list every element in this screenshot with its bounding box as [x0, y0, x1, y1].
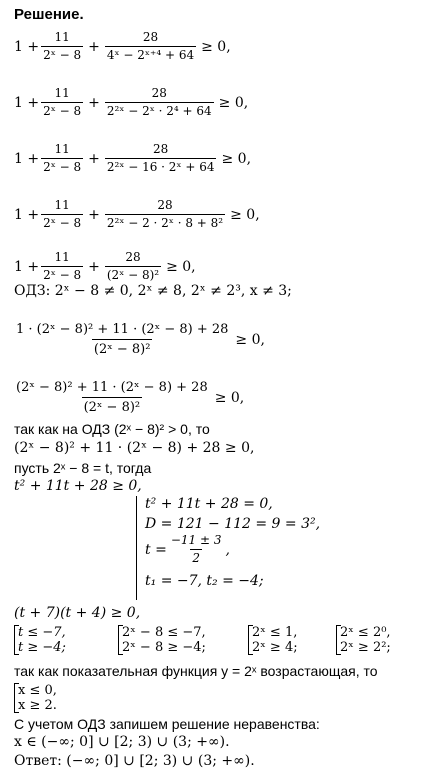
step-fraction-1-den: 2ˣ − 8	[43, 104, 82, 118]
step-fraction-2-num: 28	[153, 142, 169, 156]
roots-formula-fraction	[169, 533, 224, 566]
step-fraction-1-den: 2ˣ − 8	[43, 48, 82, 62]
roots-values: t₁ = −7, t₂ = −4;	[145, 573, 264, 589]
step-fraction-1	[41, 30, 83, 63]
combined-1-fraction	[14, 321, 230, 358]
step-1	[14, 30, 234, 63]
step-tail: ≥ 0,	[218, 94, 249, 111]
step-5	[14, 250, 199, 283]
combined-2-fraction	[14, 379, 210, 416]
step-fraction-2-num: 28	[125, 250, 141, 264]
roots-numerator: −11 ± 3	[170, 533, 222, 547]
roots-formula	[145, 533, 230, 566]
step-3	[14, 142, 254, 175]
step-fraction-2-num: 28	[157, 198, 173, 212]
set-final-b: x ≥ 2.	[18, 698, 57, 713]
step-4	[14, 198, 263, 231]
step-lead: 1 +	[14, 94, 40, 111]
odz-line: ОДЗ: 2ˣ − 8 ≠ 0, 2ˣ ≠ 8, 2ˣ ≠ 2³, x ≠ 3;	[14, 283, 292, 299]
quadratic-bracket	[136, 496, 137, 600]
step-fraction-1-num: 11	[54, 30, 70, 44]
step-fraction-1	[41, 142, 83, 175]
step-fraction-2-den: 2²ˣ − 2ˣ · 2⁴ + 64	[106, 104, 212, 118]
set-base-a: 2ˣ ≤ 2⁰,	[340, 625, 391, 640]
combined-fraction-1	[14, 321, 268, 358]
step-fraction-1	[41, 250, 83, 283]
step-tail: ≥ 0,	[201, 38, 231, 55]
combined-1-denominator: (2ˣ − 8)²	[92, 339, 153, 358]
step-fraction-2	[105, 30, 196, 63]
text-since-odz: так как на ОДЗ (2ˣ − 8)² > 0, то	[14, 421, 210, 437]
set-final-a: x ≤ 0,	[18, 683, 57, 698]
step-plus: +	[88, 258, 100, 275]
step-fraction-2-den: (2ˣ − 8)²	[106, 268, 160, 282]
roots-denominator: 2	[192, 551, 200, 565]
step-tail: ≥ 0,	[221, 150, 252, 167]
step-tail: ≥ 0,	[230, 206, 260, 223]
combined-1-numerator: 1 · (2ˣ − 8)² + 11 · (2ˣ − 8) + 28	[16, 322, 229, 337]
set-pow-b: 2ˣ ≥ 4;	[252, 640, 298, 655]
step-fraction-2	[105, 250, 161, 283]
step-plus: +	[88, 38, 100, 55]
combined-1-tail: ≥ 0,	[235, 331, 265, 348]
step-fraction-1	[41, 198, 83, 231]
factored-inequality: (t + 7)(t + 4) ≥ 0,	[14, 605, 141, 621]
set-base	[336, 624, 391, 655]
step-fraction-2	[105, 198, 225, 231]
discriminant: D = 121 − 112 = 9 = 3²,	[145, 516, 321, 532]
set-final	[14, 682, 57, 713]
text-with-odz: С учетом ОДЗ запишем решение неравенства:	[14, 716, 320, 732]
step-fraction-2	[105, 86, 214, 119]
step-plus: +	[88, 206, 100, 223]
step-fraction-1-den: 2ˣ − 8	[43, 160, 82, 174]
roots-formula-lead: t =	[145, 541, 167, 558]
answer-line: Ответ: (−∞; 0] ∪ [2; 3) ∪ (3; +∞).	[14, 753, 255, 769]
set-shift-b: 2ˣ − 8 ≥ −4;	[122, 640, 206, 655]
step-fraction-1-den: 2ˣ − 8	[43, 216, 82, 230]
combined-fraction-2	[14, 379, 247, 416]
step-plus: +	[88, 94, 100, 111]
step-tail: ≥ 0,	[166, 258, 196, 275]
step-lead: 1 +	[14, 38, 40, 55]
step-lead: 1 +	[14, 258, 40, 275]
set-base-b: 2ˣ ≥ 2²;	[340, 640, 391, 655]
combined-2-denominator: (2ˣ − 8)²	[82, 397, 143, 416]
step-fraction-2-den: 2²ˣ − 16 · 2ˣ + 64	[106, 160, 215, 174]
solution-heading: Решение.	[14, 6, 84, 23]
step-fraction-1-num: 11	[54, 250, 70, 264]
inequality-after: (2ˣ − 8)² + 11 · (2ˣ − 8) + 28 ≥ 0,	[14, 440, 255, 456]
step-plus: +	[88, 150, 100, 167]
set-t-a: t ≤ −7,	[18, 625, 66, 640]
set-shift-bracket	[118, 625, 206, 655]
set-base-bracket	[336, 625, 391, 655]
step-fraction-1-num: 11	[54, 142, 70, 156]
step-fraction-1	[41, 86, 83, 119]
step-fraction-1-num: 11	[54, 198, 70, 212]
step-2	[14, 86, 251, 119]
solution-line: x ∈ (−∞; 0] ∪ [2; 3) ∪ (3; +∞).	[14, 734, 230, 750]
set-shift-a: 2ˣ − 8 ≤ −7,	[122, 625, 206, 640]
set-pow	[248, 624, 298, 655]
set-pow-a: 2ˣ ≤ 1,	[252, 625, 298, 640]
step-lead: 1 +	[14, 150, 40, 167]
set-pow-bracket	[248, 625, 298, 655]
step-fraction-2-num: 28	[142, 30, 159, 44]
set-final-bracket	[14, 683, 57, 713]
step-fraction-2-num: 28	[151, 86, 167, 100]
set-t-b: t ≥ −4;	[18, 640, 66, 655]
set-shift	[118, 624, 206, 655]
step-fraction-2	[105, 142, 217, 175]
set-t	[14, 624, 66, 655]
text-monotonic: так как показательная функция y = 2ˣ возрастающая, то	[14, 663, 378, 679]
combined-2-tail: ≥ 0,	[214, 389, 245, 406]
combined-2-numerator: (2ˣ − 8)² + 11 · (2ˣ − 8) + 28	[16, 380, 208, 395]
step-lead: 1 +	[14, 206, 40, 223]
step-fraction-2-den: 4ˣ − 2ˣ⁺⁴ + 64	[106, 48, 195, 62]
quadratic-equation: t² + 11t + 28 = 0,	[145, 496, 273, 512]
inequality-t: t² + 11t + 28 ≥ 0,	[14, 478, 142, 494]
text-substitution: пусть 2ˣ − 8 = t, тогда	[14, 460, 152, 476]
set-t-bracket	[14, 625, 66, 655]
step-fraction-1-den: 2ˣ − 8	[43, 268, 82, 282]
step-fraction-1-num: 11	[54, 86, 70, 100]
roots-formula-tail: ,	[225, 541, 230, 558]
step-fraction-2-den: 2²ˣ − 2 · 2ˣ · 8 + 8²	[106, 216, 224, 230]
